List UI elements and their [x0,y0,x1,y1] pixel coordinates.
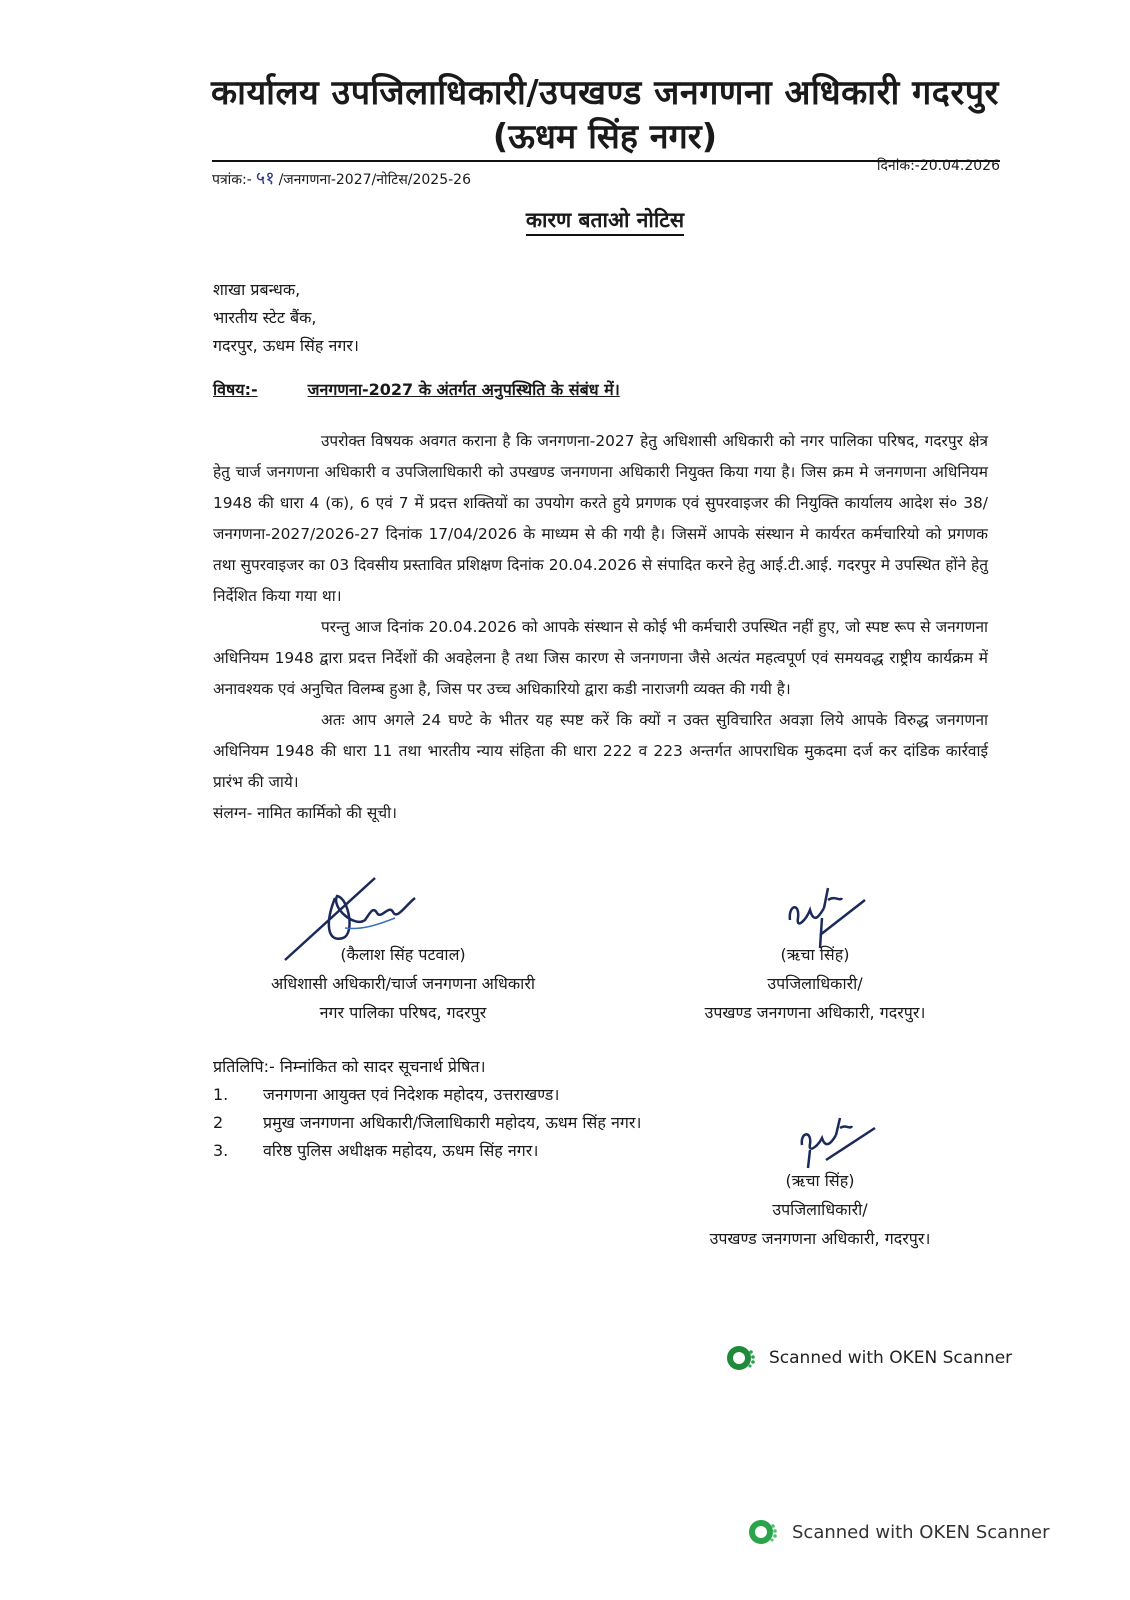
copy-item-number: 1. [213,1085,229,1104]
signatory-left-office: नगर पालिका परिषद, गदरपुर [319,1003,487,1022]
body-paragraph: उपरोक्त विषयक अवगत कराना है कि जनगणना-2027 हेतु अधिशासी अधिकारी को नगर पालिका परिषद, गदरपुर क्षेत्र हेतु चार्ज जनगणना अधिकारी व उपजिलाधिकारी को उपखण्ड जनगणना अधिकारी नियुक्त किया गया है। जिस क्रम मे जनगणना अधिनियम 1948 की धारा 4 (क), 6 एवं 7 में प्रदत्त शक्तियों का उपयोग करते हुये प्रगणक एवं सुपरवाइजर की नियुक्ति कार्यालय आदेश सं० 38/जनगणना-2027/2026-27 दिनांक 17/04/2026 के माध्यम से की गयी है। जिसमें आपके संस्थान मे कार्यरत कर्मचारियो को प्रगणक तथा सुपरवाइजर का 03 दिवसीय प्रस्तावित प्रशिक्षण दिनांक 20.04.2026 से संपादित करने हेतु आई.टी.आई. गदरपुर मे उपस्थित होंने हेतु निर्देशित किया गया था। [213,432,988,605]
signatory-copy-block [660,1166,980,1253]
enclosure-note: संलग्न- नामित कार्मिको की सूची। [213,804,397,822]
signatory-copy-designation: उपजिलाधिकारी/ [772,1200,868,1219]
copy-item-text: प्रमुख जनगणना अधिकारी/जिलाधिकारी महोदय, ऊधम सिंह नगर। [263,1113,642,1132]
signatory-right-office: उपखण्ड जनगणना अधिकारी, गदरपुर। [704,1003,926,1022]
body-paragraph: अतः आप अगले 24 घण्टे के भीतर यह स्पष्ट करें कि क्यों न उक्त सुविचारित अवज्ञा लिये आपके विरुद्ध जनगणना अधिनियम 1948 की धारा 11 तथा भारतीय न्याय संहिता की धारा 222 व 223 अन्तर्गत आपराधिक मुकदमा दर्ज कर दांडिक कार्रवाई प्रारंभ की जाये। [213,711,988,791]
district-heading: (ऊधम सिंह नगर) [492,117,718,157]
signatory-left-block [213,940,593,1027]
body-paragraph: परन्तु आज दिनांक 20.04.2026 को आपके संस्थान से कोई भी कर्मचारी उपस्थित नहीं हुए, जो स्पष्ट रूप से जनगणना अधिनियम 1948 द्वारा प्रदत्त निर्देशों की अवहेलना है तथा जिस कारण से जनगणना जैसे अत्यंत महत्वपूर्ण एवं समयवद्ध राष्ट्रीय कार्यक्रम में अनावश्यक एवं अनुचित विलम्ब हुआ है, जिस पर उच्च अधिकारियो द्वारा कडी नाराजगी व्यक्त की गयी है। [213,618,988,698]
scanner-watermark [727,1345,1012,1371]
signatory-copy-office: उपखण्ड जनगणना अधिकारी, गदरपुर। [709,1229,931,1248]
scanner-watermark [748,1518,1049,1546]
reference-number [212,166,471,190]
subject-line [213,378,620,400]
ref-handwritten-number: ५१ [255,168,275,189]
ref-prefix: पत्रांक:- [212,172,252,188]
addressee-line: भारतीय स्टेट बैंक, [213,308,317,327]
notice-title-text: कारण बताओ नोटिस [526,208,684,236]
subject-text: जनगणना-2027 के अंतर्गत अनुपस्थिति के संबंध में। [307,380,620,399]
scanner-watermark-text: Scanned with OKEN Scanner [769,1348,1013,1368]
ref-suffix: /जनगणना-2027/नोटिस/2025-26 [278,172,471,188]
copy-item-number: 2 [213,1113,224,1132]
signatory-left-designation: अधिशासी अधिकारी/चार्ज जनगणना अधिकारी [270,974,536,993]
addressee-block [213,276,359,360]
letter-date: दिनांक:-20.04.2026 [876,158,1000,174]
notice-title [200,206,1010,234]
copy-item-text: जनगणना आयुक्त एवं निदेशक महोदय, उत्तराखण्ड। [263,1085,560,1104]
signatory-right-block [650,940,980,1027]
oken-logo-icon [727,1345,757,1371]
scanner-watermark-text: Scanned with OKEN Scanner [792,1521,1050,1543]
copy-item-number: 3. [213,1141,229,1160]
signatory-right-designation: उपजिलाधिकारी/ [767,974,863,993]
letter-body [213,426,988,829]
office-heading: कार्यालय उपजिलाधिकारी/उपखण्ड जनगणना अधिकारी गदरपुर [211,73,999,113]
subject-label: विषय:- [213,380,258,399]
copy-label: प्रतिलिपि:- निम्नांकित को सादर सूचनार्थ प्रेषित। [213,1057,486,1076]
copy-to-block [213,1053,641,1165]
copy-item [213,1137,641,1165]
signatory-left-name: (कैलाश सिंह पटवाल) [340,945,466,964]
copy-item [213,1081,641,1109]
addressee-line: गदरपुर, ऊधम सिंह नगर। [213,336,359,355]
signature-copy-image [790,1110,880,1170]
signatory-copy-name: (ऋचा सिंह) [785,1171,855,1190]
oken-logo-icon [748,1518,780,1546]
copy-item-text: वरिष्ठ पुलिस अधीक्षक महोदय, ऊधम सिंह नगर। [263,1141,539,1160]
signatory-right-name: (ऋचा सिंह) [780,945,850,964]
addressee-line: शाखा प्रबन्धक, [213,280,301,299]
copy-item [213,1109,641,1137]
